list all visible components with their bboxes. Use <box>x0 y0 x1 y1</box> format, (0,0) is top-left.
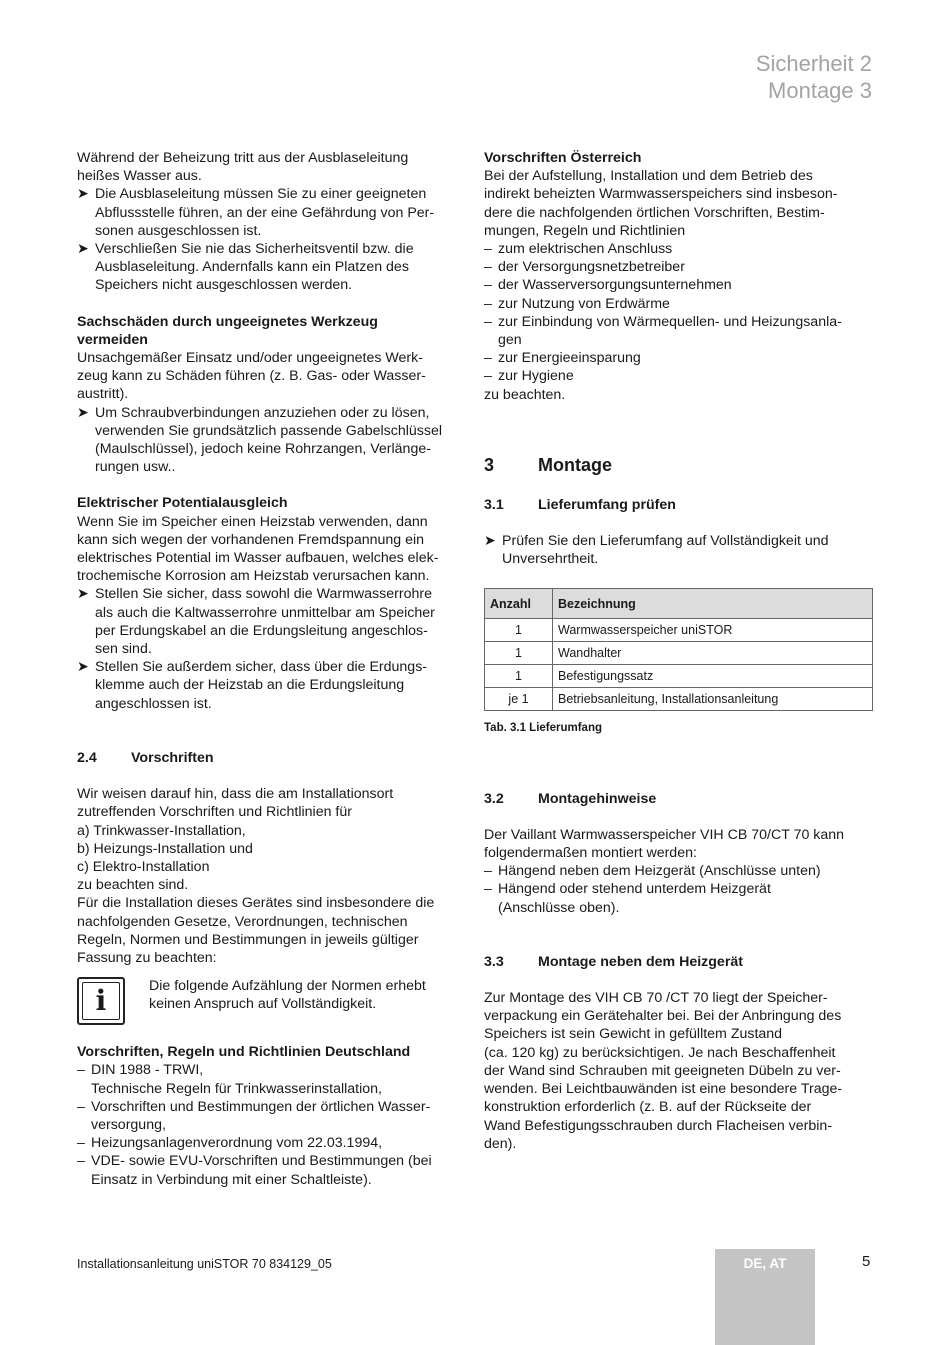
bullet-text: Speichers nicht ausgeschlossen werden. <box>95 277 353 294</box>
dash-item <box>77 1152 469 1188</box>
dash-bullet-icon: – <box>77 1062 85 1079</box>
dash-item <box>77 1061 469 1097</box>
dash-text: Technische Regeln für Trinkwasserinstallation, <box>91 1080 382 1097</box>
paragraph-line: Für die Installation dieses Gerätes sind insbesondere die <box>77 895 435 912</box>
page-header <box>756 50 872 104</box>
section-number: 3.2 <box>484 790 504 807</box>
paragraph-line: zu beachten. <box>484 386 566 403</box>
subsection-title: Sachschäden durch ungeeignetes Werkzeug <box>77 313 378 330</box>
table-cell: Wandhalter <box>553 642 873 665</box>
header-chapter-2: Sicherheit 2 <box>755 51 872 76</box>
dash-bullet-icon: – <box>484 241 492 258</box>
dash-text: DIN 1988 - TRWI, <box>91 1062 204 1079</box>
paragraph-line: a) Trinkwasser-Installation, <box>77 822 246 839</box>
table-cell: je 1 <box>485 688 553 711</box>
arrow-bullet-icon: ➤ <box>77 241 89 258</box>
dash-text: Hängend neben dem Heizgerät (Anschlüsse unten) <box>498 863 821 880</box>
paragraph-line: folgendermaßen montiert werden: <box>484 845 697 862</box>
dash-text: zur Energieeinsparung <box>498 350 641 367</box>
paragraph-line: Unsachgemäßer Einsatz und/oder ungeeignetes Werk- <box>77 350 423 367</box>
bullet-text: Um Schraubverbindungen anzuziehen oder zu lösen, <box>95 404 430 421</box>
dash-item <box>484 313 876 349</box>
bullet-item <box>77 404 469 477</box>
paragraph-line: zu beachten sind. <box>77 877 189 894</box>
paragraph-line: Wenn Sie im Speicher einen Heizstab verwenden, dann <box>77 513 428 530</box>
dash-item <box>484 240 876 258</box>
section-heading-3-2 <box>484 790 876 808</box>
arrow-bullet-icon: ➤ <box>484 533 496 550</box>
footer-document-title: Installationsanleitung uniSTOR 70 834129_05 <box>77 1257 332 1271</box>
paragraph-line: c) Elektro-Installation <box>77 858 210 875</box>
section-title: Lieferumfang prüfen <box>538 496 676 513</box>
dash-item <box>484 295 876 313</box>
page-number: 5 <box>862 1253 871 1270</box>
arrow-bullet-icon: ➤ <box>77 186 89 203</box>
language-label: DE, AT <box>743 1256 787 1271</box>
dash-text: Vorschriften und Bestimmungen der örtlichen Wasser- <box>91 1098 431 1115</box>
bullet-text: klemme auch der Heizstab an die Erdungsleitung <box>95 677 405 694</box>
dash-item <box>484 349 876 367</box>
dash-bullet-icon: – <box>77 1153 85 1170</box>
dash-bullet-icon: – <box>484 259 492 276</box>
info-note <box>77 977 469 1025</box>
paragraph-line: Wand Befestigungsschrauben durch Flacheisen verbin- <box>484 1117 833 1134</box>
dash-text: gen <box>498 332 522 349</box>
section-title: Vorschriften <box>131 749 214 766</box>
bullet-text: Prüfen Sie den Lieferumfang auf Vollständigkeit und <box>502 533 829 550</box>
dash-text: (Anschlüsse oben). <box>498 899 620 916</box>
bullet-text: (Maulschlüssel), jedoch keine Rohrzangen, Verlänge- <box>95 441 431 458</box>
subsection-title: Vorschriften Österreich <box>484 150 642 166</box>
bullet-item <box>484 532 876 568</box>
right-column <box>484 149 876 1153</box>
left-column <box>77 149 469 1189</box>
subsection-title: Elektrischer Potentialausgleich <box>77 495 288 512</box>
paragraph-line: Regeln, Normen und Bestimmungen in jeweils gültiger <box>77 931 419 948</box>
dash-text: VDE- sowie EVU-Vorschriften und Bestimmungen (bei <box>91 1153 432 1170</box>
paragraph-line: Fassung zu beachten: <box>77 949 217 966</box>
dash-bullet-icon: – <box>484 863 492 880</box>
chapter-heading-3 <box>484 454 876 476</box>
bullet-text: Stellen Sie außerdem sicher, dass über die Erdungs- <box>95 659 428 676</box>
table-cell: Betriebsanleitung, Installationsanleitung <box>553 688 873 711</box>
dash-item <box>484 862 876 880</box>
arrow-bullet-icon: ➤ <box>77 404 89 421</box>
section-number: 2.4 <box>77 749 97 766</box>
bullet-text: rungen usw.. <box>95 459 176 476</box>
paragraph-line: elektrisches Potential im Wasser aufbauen, welches elek- <box>77 550 439 567</box>
paragraph-line: Speichers ist sein Gewicht in gefülltem Zustand <box>484 1026 783 1043</box>
chapter-title: Montage <box>538 454 612 475</box>
paragraph-line: nachfolgenden Gesetze, Verordnungen, technischen <box>77 913 408 930</box>
bullet-text: Die Ausblaseleitung müssen Sie zu einer geeigneten <box>95 186 427 203</box>
subsection-title: vermeiden <box>77 331 148 348</box>
bullet-text: Stellen Sie sicher, dass sowohl die Warmwasserrohre <box>95 586 432 603</box>
dash-text: Heizungsanlagenverordnung vom 22.03.1994, <box>91 1135 383 1152</box>
table-caption: Tab. 3.1 Lieferumfang <box>484 722 603 735</box>
table-cell: 1 <box>485 619 553 642</box>
section-title: Montagehinweise <box>538 790 657 807</box>
paragraph-line: Zur Montage des VIH CB 70 /CT 70 liegt der Speicher- <box>484 990 828 1007</box>
note-line: Die folgende Aufzählung der Normen erhebt <box>149 978 426 995</box>
paragraph-line: Der Vaillant Warmwasserspeicher VIH CB 70/CT 70 kann <box>484 826 845 843</box>
dash-bullet-icon: – <box>484 313 492 330</box>
table-cell: Warmwasserspeicher uniSTOR <box>553 619 873 642</box>
bullet-text: als auch die Kaltwasserrohre unmittelbar am Speicher <box>95 604 435 621</box>
paragraph-line: der Wand sind Schrauben mit geeigneten Dübeln zu ver- <box>484 1062 841 1079</box>
section-number: 3.3 <box>484 953 504 970</box>
dash-text: zum elektrischen Anschluss <box>498 241 673 258</box>
intro-line: heißes Wasser aus. <box>77 168 202 185</box>
bullet-text: angeschlossen ist. <box>95 695 212 712</box>
dash-item <box>77 1098 469 1134</box>
paragraph-line: trochemische Korrosion am Heizstab verursachen kann. <box>77 568 430 585</box>
dash-bullet-icon: – <box>484 368 492 385</box>
table-row <box>485 619 873 642</box>
info-icon-glyph: i <box>82 982 120 1020</box>
delivery-table <box>484 588 873 711</box>
table-header-row <box>485 589 873 619</box>
table-row <box>485 665 873 688</box>
bullet-text: per Erdungskabel an die Erdungsleitung angeschlos- <box>95 622 428 639</box>
paragraph-line: zutreffenden Vorschriften und Richtlinien für <box>77 804 352 821</box>
dash-text: der Versorgungsnetzbetreiber <box>498 259 685 276</box>
paragraph-line: dere die nachfolgenden örtlichen Vorschriften, Bestim- <box>484 204 825 221</box>
dash-text: zur Hygiene <box>498 368 574 385</box>
dash-item <box>484 367 876 385</box>
bullet-text: verwenden Sie grundsätzlich passende Gabelschlüssel <box>95 422 443 439</box>
dash-text: Einsatz in Verbindung mit einer Schaltleiste). <box>91 1171 372 1188</box>
table-cell: 1 <box>485 665 553 688</box>
paragraph-line: verpackung ein Gerätehalter bei. Bei der Anbringung des <box>484 1008 842 1025</box>
paragraph-line: indirekt beheizten Warmwasserspeichers sind insbeson- <box>484 186 838 203</box>
bullet-text: Unversehrtheit. <box>502 551 599 568</box>
arrow-bullet-icon: ➤ <box>77 586 89 603</box>
dash-item <box>484 258 876 276</box>
section-heading-2-4 <box>77 749 469 767</box>
paragraph-line: den). <box>484 1135 517 1152</box>
dash-text: der Wasserversorgungsunternehmen <box>498 277 732 294</box>
dash-bullet-icon: – <box>77 1098 85 1115</box>
bullet-item <box>77 585 469 658</box>
bullet-item <box>77 240 469 295</box>
dash-text: zur Nutzung von Erdwärme <box>498 295 670 312</box>
dash-bullet-icon: – <box>484 881 492 898</box>
intro-line: Während der Beheizung tritt aus der Ausblaseleitung <box>77 150 409 166</box>
paragraph-line: kann sich wegen der vorhandenen Fremdspannung ein <box>77 531 425 548</box>
header-chapter-3: Montage 3 <box>768 78 872 103</box>
table-header: Bezeichnung <box>553 589 873 619</box>
dash-text: versorgung, <box>91 1116 166 1133</box>
table-cell: Befestigungssatz <box>553 665 873 688</box>
paragraph-line: konstruktion erforderlich (z. B. auf der Rückseite der <box>484 1099 812 1116</box>
table-cell: 1 <box>485 642 553 665</box>
dash-item <box>484 880 876 916</box>
dash-bullet-icon: – <box>77 1135 85 1152</box>
section-title: Montage neben dem Heizgerät <box>538 953 743 970</box>
chapter-number: 3 <box>484 454 495 475</box>
dash-text: Hängend oder stehend unterdem Heizgerät <box>498 881 771 898</box>
language-tab <box>715 1249 815 1345</box>
section-number: 3.1 <box>484 496 504 513</box>
bullet-text: sen sind. <box>95 641 152 658</box>
table-row <box>485 642 873 665</box>
bullet-item <box>77 658 469 713</box>
paragraph-line: Wir weisen darauf hin, dass die am Installationsort <box>77 786 394 803</box>
arrow-bullet-icon: ➤ <box>77 659 89 676</box>
bullet-text: sonen ausgeschlossen ist. <box>95 222 262 239</box>
bullet-text: Ausblaseleitung. Andernfalls kann ein Platzen des <box>95 259 409 276</box>
table-header: Anzahl <box>485 589 553 619</box>
paragraph-line: b) Heizungs-Installation und <box>77 840 253 857</box>
dash-item <box>484 276 876 294</box>
paragraph-line: mungen, Regeln und Richtlinien <box>484 222 686 239</box>
dash-text: zur Einbindung von Wärmequellen- und Heizungsanla- <box>498 313 842 330</box>
paragraph-line: Bei der Aufstellung, Installation und dem Betrieb des <box>484 168 813 185</box>
dash-bullet-icon: – <box>484 277 492 294</box>
paragraph-line: wenden. Bei Leichtbauwänden ist eine besondere Trage- <box>484 1081 843 1098</box>
paragraph-line: (ca. 120 kg) zu berücksichtigen. Je nach Beschaffenheit <box>484 1044 836 1061</box>
dash-bullet-icon: – <box>484 295 492 312</box>
paragraph-line: zeug kann zu Schäden führen (z. B. Gas- oder Wasser- <box>77 368 426 385</box>
note-line: keinen Anspruch auf Vollständigkeit. <box>149 996 377 1013</box>
dash-item <box>77 1134 469 1152</box>
bullet-item <box>77 185 469 240</box>
section-heading-3-3 <box>484 953 876 971</box>
section-heading-3-1 <box>484 496 876 514</box>
paragraph-line: austritt). <box>77 386 129 403</box>
bullet-text: Verschließen Sie nie das Sicherheitsventil bzw. die <box>95 241 414 258</box>
dash-bullet-icon: – <box>484 350 492 367</box>
info-note-text <box>149 977 426 1013</box>
subsection-title: Vorschriften, Regeln und Richtlinien Deutschland <box>77 1044 411 1061</box>
table-row <box>485 688 873 711</box>
bullet-text: Abflussstelle führen, an der eine Gefährdung von Per- <box>95 204 435 221</box>
info-icon <box>77 977 125 1025</box>
